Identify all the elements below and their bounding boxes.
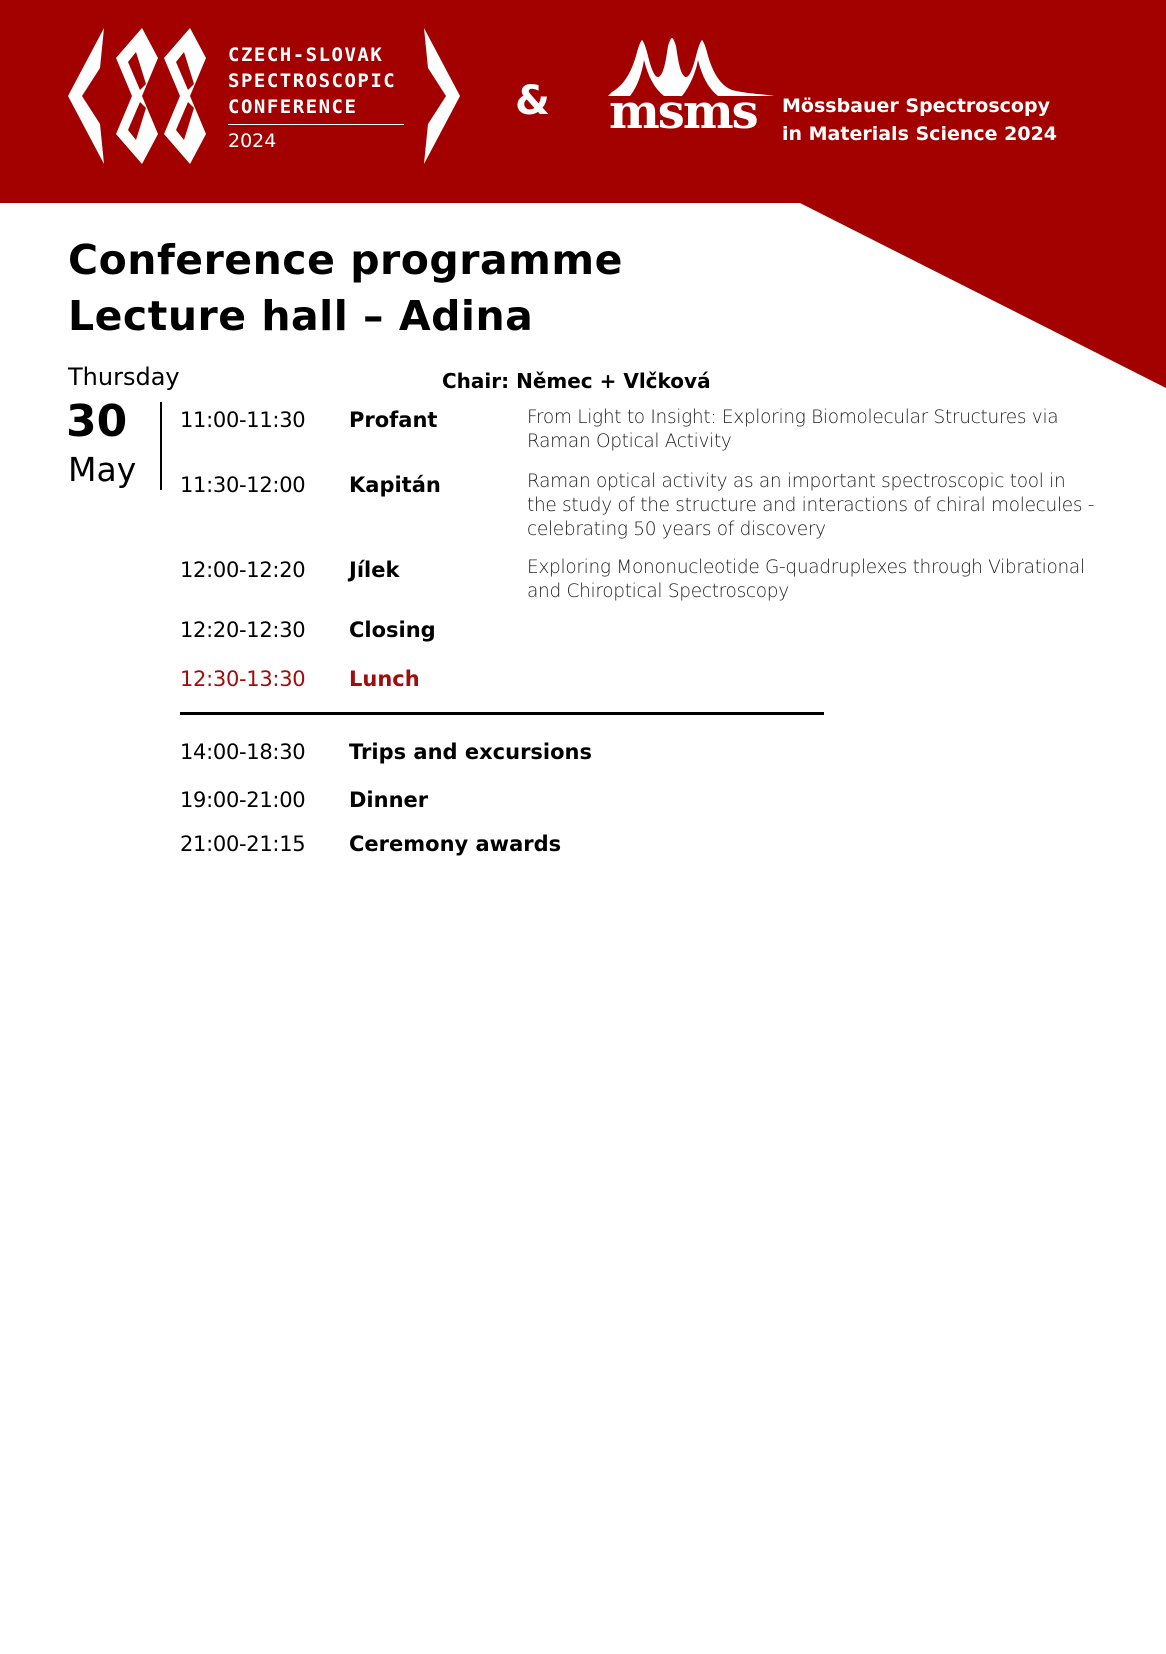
session-time: 12:00-12:20 bbox=[180, 558, 306, 582]
event-name: Ceremony awards bbox=[349, 832, 562, 856]
ampersand: & bbox=[515, 78, 550, 124]
css-logo-line-3: CONFERENCE bbox=[228, 96, 358, 118]
session-talk-title: Raman optical activity as an important spectroscopic tool in the study of the structure and interactions of chiral molecules - celebrating 50 years of discovery bbox=[527, 471, 1095, 540]
event-time: 14:00-18:30 bbox=[180, 740, 306, 764]
day-weekday: Thursday bbox=[68, 363, 180, 391]
session-speaker: Profant bbox=[349, 408, 438, 432]
msms-title-line-2: in Materials Science 2024 bbox=[782, 123, 1058, 145]
lunch-time: 12:30-13:30 bbox=[180, 667, 306, 691]
page-subtitle: Lecture hall – Adina bbox=[68, 292, 534, 340]
page-title: Conference programme bbox=[68, 236, 623, 284]
event-time: 19:00-21:00 bbox=[180, 788, 306, 812]
css-logo-underline bbox=[228, 124, 404, 125]
session-time: 11:30-12:00 bbox=[180, 473, 306, 497]
css-logo-year: 2024 bbox=[228, 130, 277, 152]
css-logo-line-2: SPECTROSCOPIC bbox=[228, 70, 397, 92]
day-number: 30 bbox=[66, 396, 128, 447]
css-right-chevron-icon bbox=[420, 28, 462, 168]
session-time: 12:20-12:30 bbox=[180, 618, 306, 642]
css-chevron-logo-icon bbox=[66, 28, 216, 168]
session-speaker: Jílek bbox=[349, 558, 400, 582]
event-time: 21:00-21:15 bbox=[180, 832, 306, 856]
session-time: 11:00-11:30 bbox=[180, 408, 306, 432]
lunch-label: Lunch bbox=[349, 667, 420, 691]
css-logo-line-1: CZECH-SLOVAK bbox=[228, 44, 384, 66]
msms-title-line-1: Mössbauer Spectroscopy bbox=[782, 95, 1050, 117]
session-talk-title: Exploring Mononucleotide G-quadruplexes through Vibrational and Chiroptical Spectroscopy bbox=[527, 557, 1085, 602]
day-month: May bbox=[68, 450, 137, 489]
section-divider bbox=[180, 712, 824, 715]
session-chair: Chair: Němec + Vlčková bbox=[442, 369, 711, 393]
session-speaker: Closing bbox=[349, 618, 436, 642]
session-speaker: Kapitán bbox=[349, 473, 441, 497]
event-name: Trips and excursions bbox=[349, 740, 592, 764]
msms-wordmark: msms bbox=[609, 84, 757, 140]
event-name: Dinner bbox=[349, 788, 429, 812]
session-talk-title: From Light to Insight: Exploring Biomolecular Structures via Raman Optical Activity bbox=[527, 407, 1059, 452]
day-divider bbox=[160, 402, 162, 490]
